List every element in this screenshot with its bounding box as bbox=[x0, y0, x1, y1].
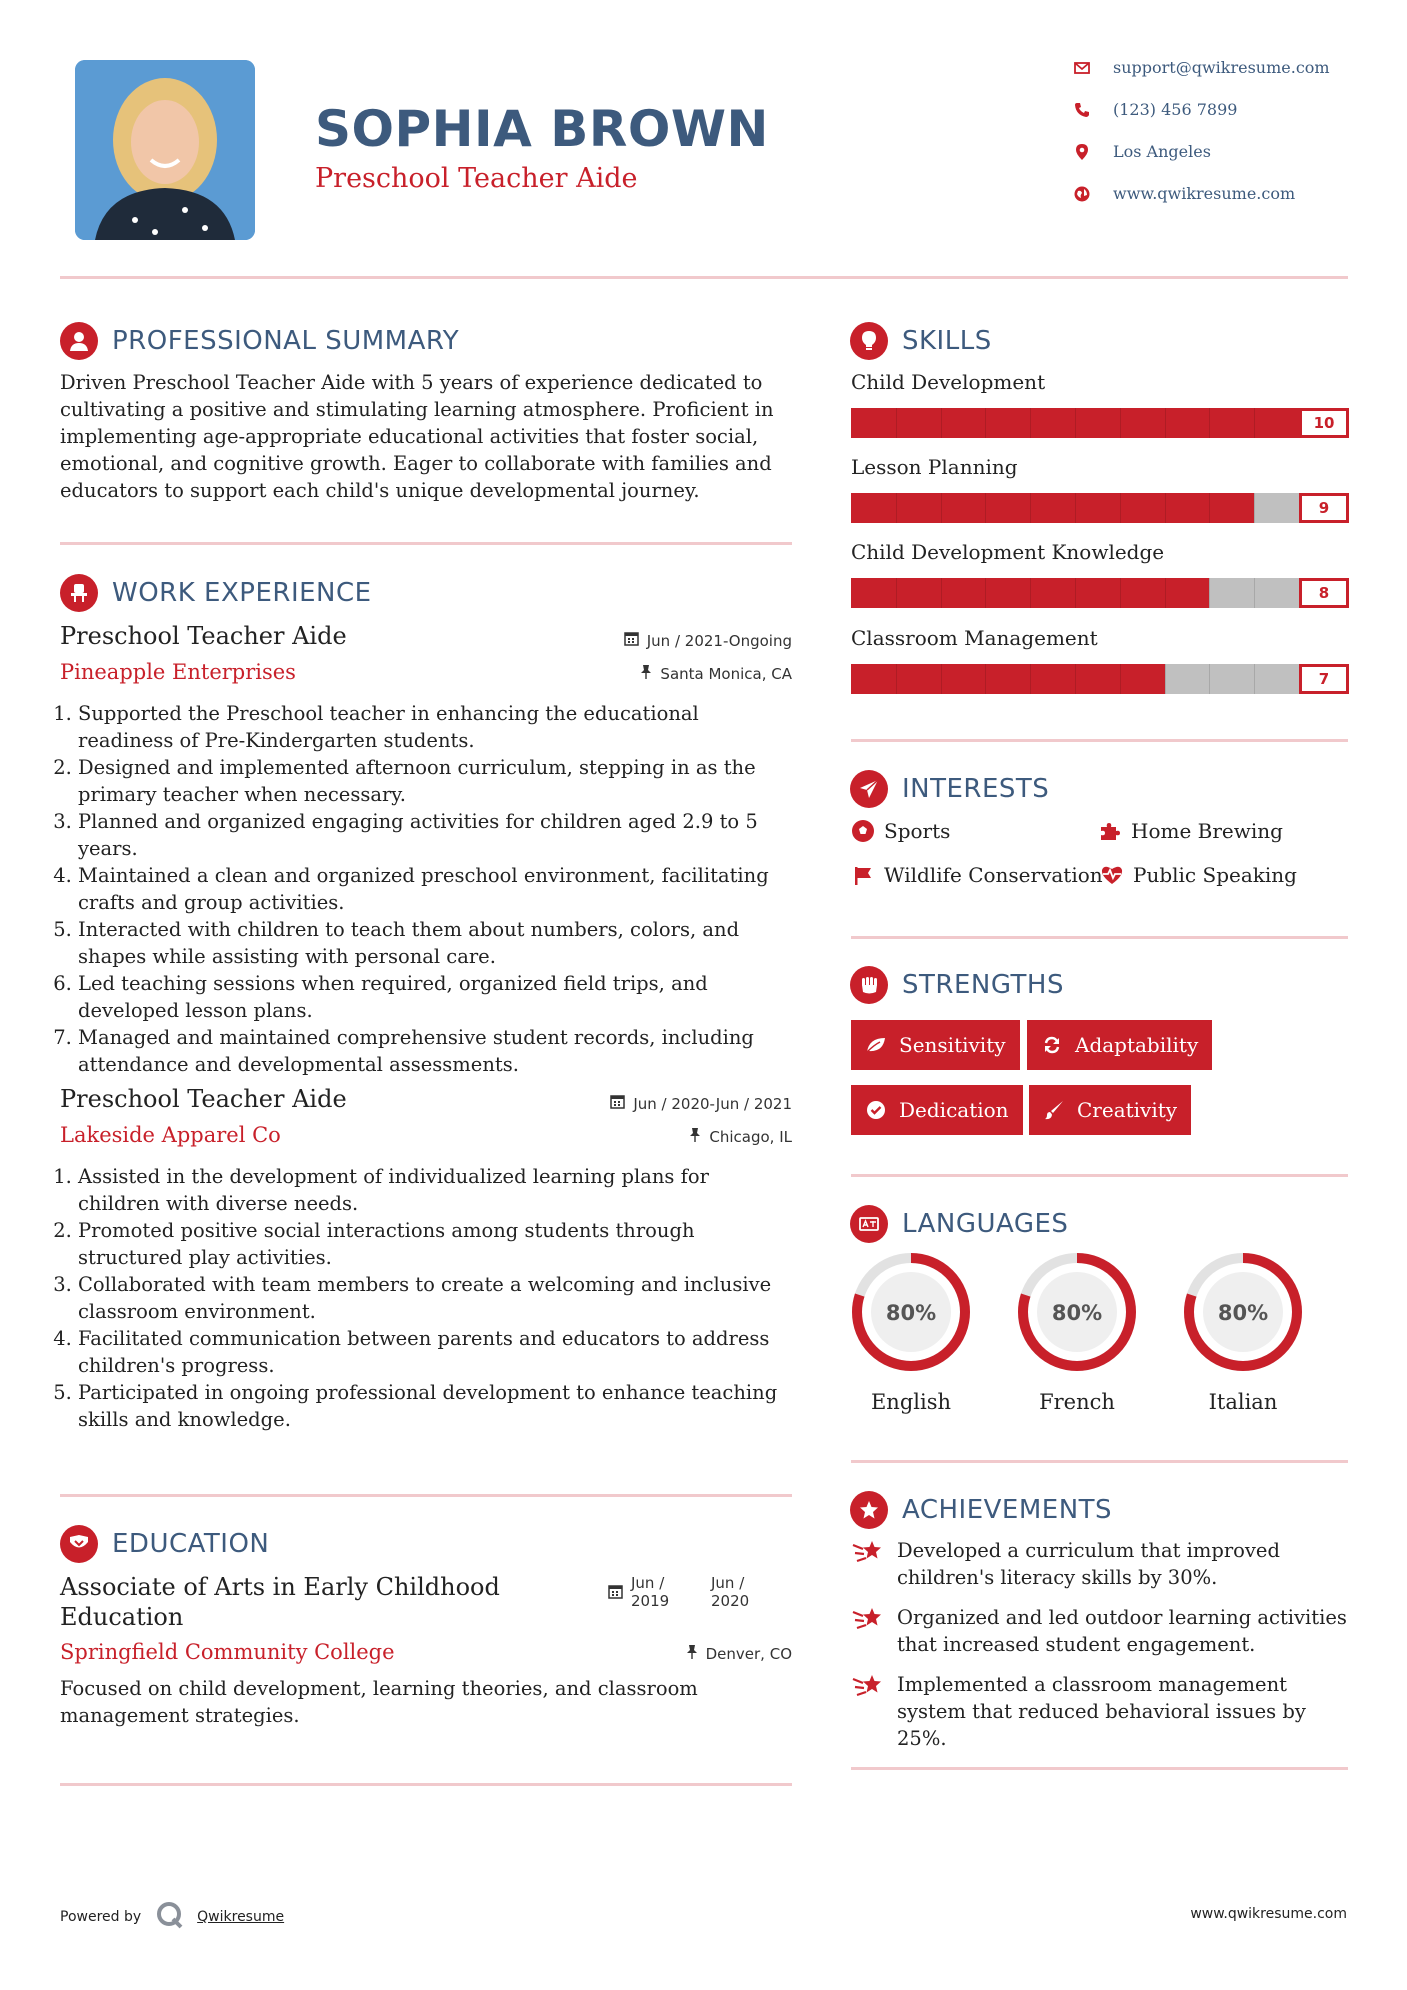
interest-wildlife-conservation bbox=[850, 862, 1103, 888]
graduation-icon bbox=[60, 1525, 98, 1563]
pushpin-icon bbox=[686, 1644, 698, 1663]
skill-name: Classroom Management bbox=[851, 626, 1098, 650]
skill-name: Child Development bbox=[851, 370, 1046, 394]
job-1-location-text: Santa Monica, CA bbox=[660, 664, 792, 683]
skill-bar-segment bbox=[1209, 408, 1210, 438]
fist-icon bbox=[850, 966, 888, 1004]
job-2-location bbox=[689, 1127, 792, 1146]
heartbeat-icon bbox=[1099, 862, 1125, 888]
interests-title: INTERESTS bbox=[902, 774, 1050, 804]
skill-name: Lesson Planning bbox=[851, 455, 1018, 479]
skill-bar-segment bbox=[985, 493, 986, 523]
skill-bar-segment bbox=[1165, 493, 1166, 523]
experience-title: WORK EXPERIENCE bbox=[112, 578, 372, 608]
education-location bbox=[686, 1644, 792, 1663]
language-ring bbox=[1015, 1250, 1139, 1374]
skill-bar-segment bbox=[896, 408, 897, 438]
globe-icon bbox=[1073, 185, 1091, 203]
skill-bar bbox=[851, 664, 1349, 694]
achievements-divider bbox=[851, 1767, 1348, 1770]
list-item: 4. Maintained a clean and organized preschool environment, facilitating crafts and group activities. bbox=[78, 862, 795, 916]
skill-bar-segment bbox=[941, 664, 942, 694]
contact-phone-text: (123) 456 7899 bbox=[1113, 100, 1238, 119]
skills-heading bbox=[850, 322, 992, 360]
job-1-duties bbox=[60, 700, 795, 1078]
education-heading bbox=[60, 1525, 269, 1563]
achievement-item bbox=[851, 1537, 1351, 1591]
list-item: 1. Supported the Preschool teacher in enhancing the educational readiness of Pre-Kindergarten students. bbox=[78, 700, 795, 754]
strength-chip-creativity bbox=[1029, 1085, 1191, 1135]
list-item: 3. Collaborated with team members to create a welcoming and inclusive classroom environment. bbox=[78, 1271, 795, 1325]
skill-bar-segment bbox=[1120, 664, 1121, 694]
skill-name: Child Development Knowledge bbox=[851, 540, 1165, 564]
skill-bar-segment bbox=[1254, 408, 1255, 438]
contact-location bbox=[1073, 142, 1211, 161]
list-item: 5. Participated in ongoing professional development to enhance teaching skills and knowledge. bbox=[78, 1379, 795, 1433]
language-italian bbox=[1181, 1250, 1305, 1414]
language-french bbox=[1015, 1250, 1139, 1414]
list-item: 2. Designed and implemented afternoon curriculum, stepping in as the primary teacher when necessary. bbox=[78, 754, 795, 808]
interests-divider bbox=[851, 936, 1348, 939]
skill-bar-segment bbox=[941, 408, 942, 438]
education-start: Jun / 2019 bbox=[631, 1574, 670, 1610]
interest-public-speaking bbox=[1099, 862, 1297, 888]
lightbulb-icon bbox=[850, 322, 888, 360]
job-1-company: Pineapple Enterprises bbox=[60, 660, 296, 684]
profile-photo bbox=[75, 60, 255, 240]
education-divider bbox=[60, 1783, 792, 1786]
skill-bar-segment bbox=[1120, 578, 1121, 608]
list-item: 1. Assisted in the development of individualized learning plans for children with diverse needs. bbox=[78, 1163, 795, 1217]
skill-bar-segment bbox=[1165, 578, 1166, 608]
education-school: Springfield Community College bbox=[60, 1640, 395, 1664]
interests-heading bbox=[850, 770, 1049, 808]
job-1-dates-text: Jun / 2021-Ongoing bbox=[646, 631, 792, 650]
job-1-location bbox=[640, 664, 792, 683]
interest-label: Wildlife Conservation bbox=[884, 863, 1103, 887]
shooting-star-icon bbox=[851, 1537, 885, 1567]
strengths-divider bbox=[851, 1174, 1348, 1177]
interest-label: Public Speaking bbox=[1133, 863, 1297, 887]
strength-chip-sensitivity bbox=[851, 1020, 1020, 1070]
experience-divider bbox=[60, 1494, 792, 1497]
skill-bar-segment bbox=[896, 578, 897, 608]
skill-bar-segment bbox=[1120, 493, 1121, 523]
experience-heading bbox=[60, 574, 372, 612]
skill-bar-segment bbox=[941, 578, 942, 608]
shooting-star-icon bbox=[851, 1604, 885, 1634]
list-item: 6. Led teaching sessions when required, organized field trips, and developed lesson plans. bbox=[78, 970, 795, 1024]
translate-icon bbox=[850, 1205, 888, 1243]
powered-by bbox=[60, 1900, 284, 1934]
skill-bar-segment bbox=[1075, 493, 1076, 523]
contact-phone[interactable] bbox=[1073, 100, 1237, 119]
strength-label: Dedication bbox=[899, 1098, 1009, 1122]
job-2-dates bbox=[610, 1094, 792, 1113]
puzzle-piece-icon bbox=[1097, 818, 1123, 844]
skill-bar-segment bbox=[1165, 664, 1166, 694]
pushpin-icon bbox=[689, 1127, 701, 1146]
skill-bar-fill bbox=[851, 408, 1349, 438]
contact-email[interactable] bbox=[1073, 58, 1330, 77]
calendar-icon bbox=[610, 1094, 625, 1113]
skill-score: 7 bbox=[1299, 664, 1349, 694]
qwikresume-link[interactable]: Qwikresume bbox=[197, 1909, 285, 1925]
list-item: 5. Interacted with children to teach them about numbers, colors, and shapes while assisting with personal care. bbox=[78, 916, 795, 970]
skill-score: 8 bbox=[1299, 578, 1349, 608]
language-name: French bbox=[1039, 1390, 1115, 1414]
skill-bar-segment bbox=[1030, 493, 1031, 523]
skills-title: SKILLS bbox=[902, 326, 992, 356]
job-2-dates-text: Jun / 2020-Jun / 2021 bbox=[633, 1094, 792, 1113]
summary-heading bbox=[60, 322, 459, 360]
contact-website[interactable] bbox=[1073, 184, 1295, 203]
shooting-star-icon bbox=[851, 1671, 885, 1701]
pushpin-icon bbox=[640, 664, 652, 683]
job-2-title: Preschool Teacher Aide bbox=[60, 1085, 347, 1113]
skill-bar-fill bbox=[851, 493, 1254, 523]
skills-divider bbox=[851, 739, 1348, 742]
paper-plane-icon bbox=[850, 770, 888, 808]
languages-title: LANGUAGES bbox=[902, 1209, 1069, 1239]
language-name: Italian bbox=[1208, 1390, 1278, 1414]
phone-icon bbox=[1073, 101, 1091, 119]
language-ring bbox=[849, 1250, 973, 1374]
flag-icon bbox=[850, 862, 876, 888]
skill-bar-segment bbox=[941, 493, 942, 523]
contact-website-text: www.qwikresume.com bbox=[1113, 184, 1296, 203]
paintbrush-icon bbox=[1043, 1099, 1065, 1121]
job-2-location-text: Chicago, IL bbox=[709, 1127, 792, 1146]
skill-bar bbox=[851, 408, 1349, 438]
education-end: Jun / 2020 bbox=[711, 1574, 750, 1610]
contact-location-text: Los Angeles bbox=[1113, 142, 1211, 161]
list-item: 7. Managed and maintained comprehensive student records, including attendance and developmental assessments. bbox=[78, 1024, 795, 1078]
achievement-text: Organized and led outdoor learning activities that increased student engagement. bbox=[897, 1606, 1347, 1656]
skill-bar-segment bbox=[1075, 664, 1076, 694]
strength-label: Sensitivity bbox=[899, 1033, 1006, 1057]
interest-label: Sports bbox=[884, 819, 951, 843]
strengths-heading bbox=[850, 966, 1064, 1004]
powered-by-label: Powered by bbox=[60, 1909, 142, 1925]
skill-bar-segment bbox=[1075, 578, 1076, 608]
list-item: 3. Planned and organized engaging activities for children aged 2.9 to 5 years. bbox=[78, 808, 795, 862]
skill-bar-segment bbox=[1030, 578, 1031, 608]
skill-bar-fill bbox=[851, 664, 1165, 694]
languages-divider bbox=[851, 1460, 1348, 1463]
refresh-icon bbox=[1041, 1034, 1063, 1056]
skill-bar-segment bbox=[985, 578, 986, 608]
list-item: 2. Promoted positive social interactions among students through structured play activities. bbox=[78, 1217, 795, 1271]
achievements-heading bbox=[850, 1491, 1112, 1529]
calendar-icon bbox=[608, 1584, 623, 1603]
location-pin-icon bbox=[1073, 143, 1091, 161]
candidate-role: Preschool Teacher Aide bbox=[315, 163, 638, 194]
education-location-text: Denver, CO bbox=[705, 1644, 792, 1663]
job-1-title: Preschool Teacher Aide bbox=[60, 622, 347, 650]
achievement-text: Implemented a classroom management system that reduced behavioral issues by 25%. bbox=[897, 1673, 1306, 1750]
header-divider bbox=[60, 276, 1348, 279]
skill-bar-segment bbox=[896, 493, 897, 523]
skill-bar-segment bbox=[1165, 408, 1166, 438]
soccer-ball-icon bbox=[850, 818, 876, 844]
education-degree: Associate of Arts in Early Childhood Education bbox=[60, 1573, 500, 1631]
summary-title: PROFESSIONAL SUMMARY bbox=[112, 326, 460, 356]
strengths-title: STRENGTHS bbox=[902, 970, 1064, 1000]
skill-bar-segment bbox=[1075, 408, 1076, 438]
achievement-item bbox=[851, 1671, 1351, 1752]
achievement-item bbox=[851, 1604, 1351, 1658]
chair-icon bbox=[60, 574, 98, 612]
skill-bar bbox=[851, 578, 1349, 608]
education-description: Focused on child development, learning theories, and classroom management strategies. bbox=[60, 1677, 698, 1727]
language-percent: 80% bbox=[1051, 1301, 1103, 1325]
skill-bar-segment bbox=[985, 664, 986, 694]
language-percent: 80% bbox=[1217, 1301, 1269, 1325]
languages-heading bbox=[850, 1205, 1068, 1243]
skill-score: 10 bbox=[1299, 408, 1349, 438]
skill-bar-segment bbox=[1030, 664, 1031, 694]
skill-bar bbox=[851, 493, 1349, 523]
interest-label: Home Brewing bbox=[1131, 819, 1283, 843]
language-english bbox=[849, 1250, 973, 1414]
strength-chip-dedication bbox=[851, 1085, 1023, 1135]
achievement-text: Developed a curriculum that improved children's literacy skills by 30%. bbox=[897, 1539, 1280, 1589]
skill-bar-segment bbox=[1254, 664, 1255, 694]
envelope-icon bbox=[1073, 59, 1091, 77]
education-title: EDUCATION bbox=[112, 1529, 270, 1559]
candidate-name: SOPHIA BROWN bbox=[315, 100, 769, 158]
interest-home-brewing bbox=[1097, 818, 1283, 844]
footer-url[interactable]: www.qwikresume.com bbox=[1190, 1906, 1347, 1922]
achievements-title: ACHIEVEMENTS bbox=[902, 1495, 1113, 1525]
job-2-duties bbox=[60, 1163, 795, 1433]
skill-bar-segment bbox=[1254, 493, 1255, 523]
strength-chip-adaptability bbox=[1027, 1020, 1212, 1070]
skill-bar-segment bbox=[1254, 578, 1255, 608]
star-badge-icon bbox=[850, 1491, 888, 1529]
interest-sports bbox=[850, 818, 950, 844]
user-icon bbox=[60, 322, 98, 360]
skill-score: 9 bbox=[1299, 493, 1349, 523]
skill-bar-segment bbox=[1030, 408, 1031, 438]
strength-label: Adaptability bbox=[1075, 1033, 1199, 1057]
contact-email-text: support@qwikresume.com bbox=[1113, 58, 1330, 77]
calendar-icon bbox=[624, 631, 639, 650]
language-ring bbox=[1181, 1250, 1305, 1374]
language-name: English bbox=[870, 1390, 952, 1414]
summary-divider bbox=[60, 542, 792, 545]
skill-bar-segment bbox=[1120, 408, 1121, 438]
job-1-dates bbox=[624, 631, 792, 650]
skill-bar-segment bbox=[1209, 664, 1210, 694]
list-item: 4. Facilitated communication between parents and educators to address children's progress. bbox=[78, 1325, 795, 1379]
skill-bar-segment bbox=[1209, 578, 1210, 608]
education-dates bbox=[608, 1574, 757, 1610]
leaf-icon bbox=[865, 1034, 887, 1056]
strength-label: Creativity bbox=[1077, 1098, 1178, 1122]
language-percent: 80% bbox=[885, 1301, 937, 1325]
summary-text: Driven Preschool Teacher Aide with 5 years of experience dedicated to cultivating a positive and stimulating learning atmosphere. Proficient in implementing age-appropriate educational activities that foster social, emotional, and cognitive growth. Eager to collaborate with families and educators to support each child's unique developmental journey. bbox=[60, 371, 774, 502]
skill-bar-segment bbox=[985, 408, 986, 438]
check-circle-icon bbox=[865, 1099, 887, 1121]
skill-bar-segment bbox=[1209, 493, 1210, 523]
qwikresume-logo-icon bbox=[155, 1900, 185, 1934]
skill-bar-segment bbox=[896, 664, 897, 694]
job-2-company: Lakeside Apparel Co bbox=[60, 1123, 281, 1147]
